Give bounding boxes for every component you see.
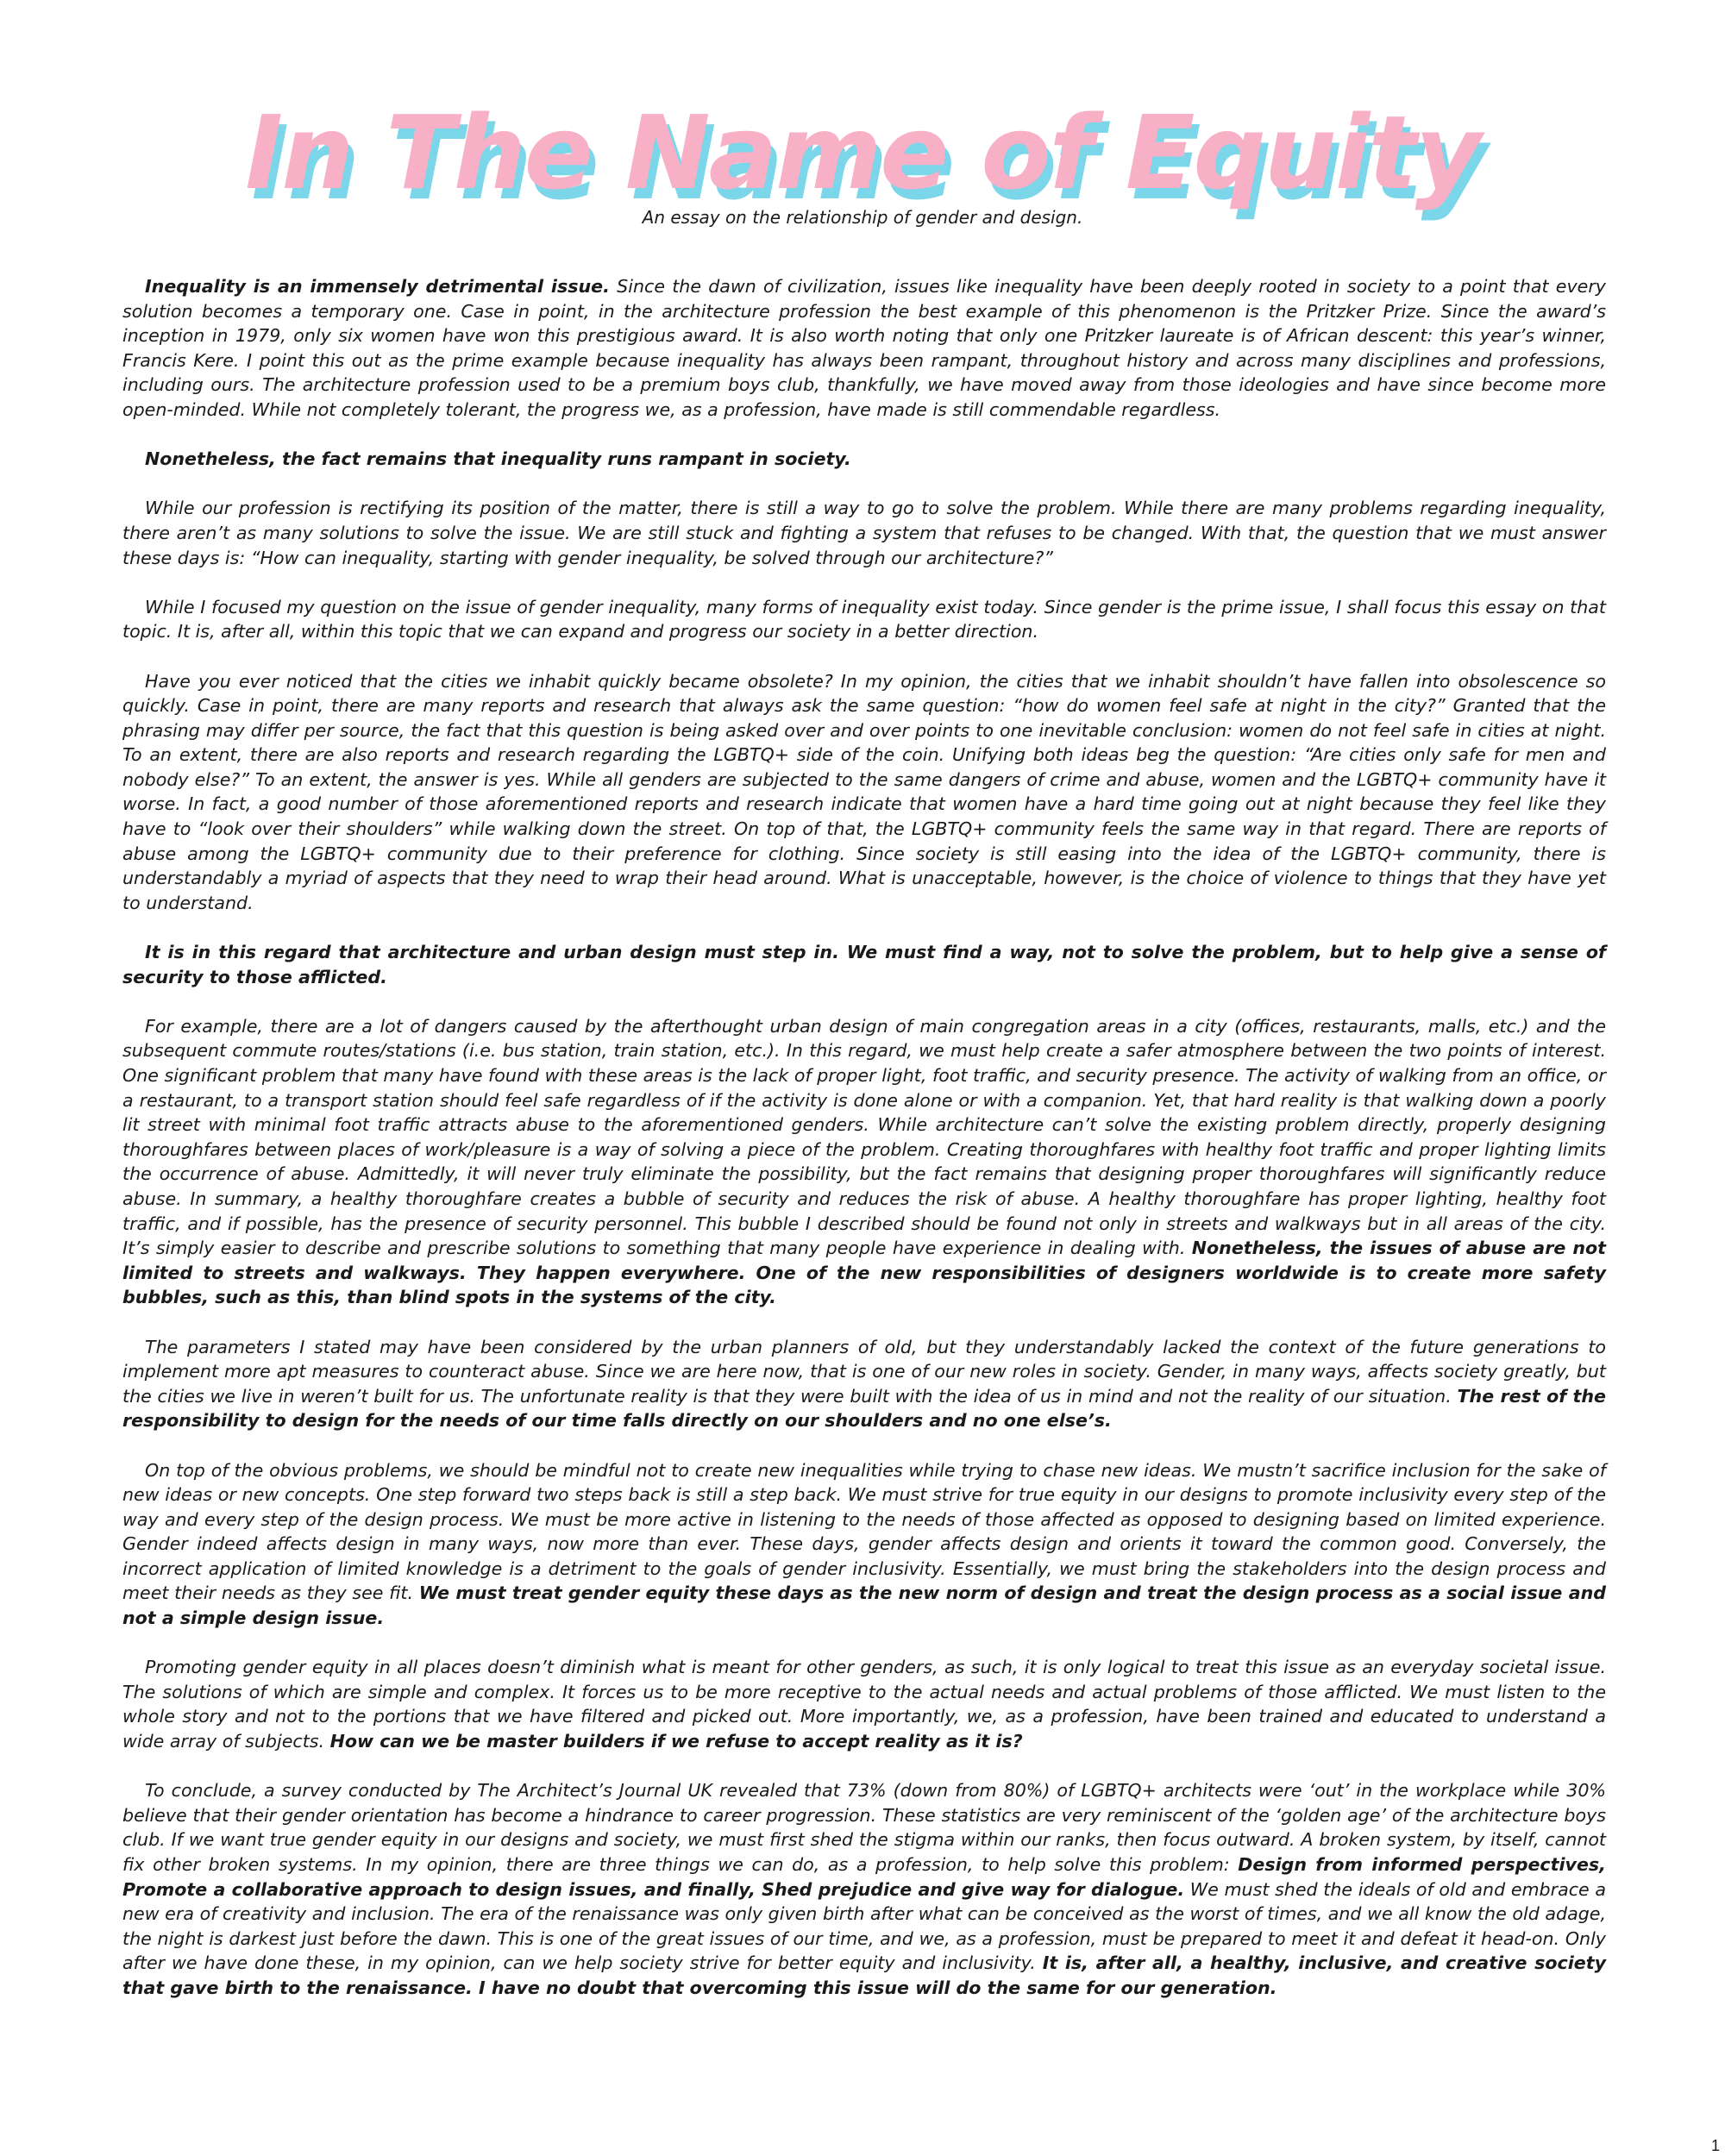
emphasis-text: It is in this regard that architecture and urban design must step in. We must find a way, not to solve the problem, but to help give a sense of security to those afflicted. xyxy=(122,942,1606,987)
emphasis-text: Design from informed perspectives, Promote a collaborative approach to design issues, and finally, Shed prejudice and give way for dialogue. xyxy=(122,1854,1607,1900)
essay-paragraph xyxy=(122,669,1606,916)
page-title: In The Name of Equity xyxy=(245,93,1480,212)
paragraph-text: While I focused my question on the issue of gender inequality, many forms of inequality exist today. Since gender is the prime issue, I shall focus this essay on that topic. It is, after all, within this topic that we can expand and progress our society in a better direction. xyxy=(122,596,1606,642)
paragraph-text: We must shed the ideals of old and embrace a new era of creativity and inclusion. The era of the renaissance was only given birth after what can be conceived as the worst of times, and we all know the old adage, the night is darkest just before the dawn. This is one of the great issues of our time, and we, as a profession, must be prepared to meet it and defeat it head-on. Only after we have done these, in my opinion, can we help society strive for better equity and inclusivity. xyxy=(122,1878,1606,1974)
essay-paragraph xyxy=(122,595,1606,644)
emphasis-text: The rest of the responsibility to design for the needs of our time falls directly on our shoulders and no one else’s. xyxy=(122,1385,1606,1432)
paragraph-text: Promoting gender equity in all places doesn’t diminish what is meant for other genders, as such, it is only logical to treat this issue as an everyday societal issue. The solutions of which are simple and complex. It forces us to be more receptive to the actual needs and actual problems of those afflicted. We must listen to the whole story and not to the portions that we have filtered and picked out. More importantly, we, as a profession, have been trained and educated to understand a wide array of subjects. xyxy=(122,1657,1606,1752)
paragraph-text: Since the dawn of civilization, issues like inequality have been deeply rooted in society to a point that every solution becomes a temporary one. Case in point, in the architecture profession the best example of this phenomenon is the Pritzker Prize. Since the award’s inception in 1979, only six women have won this prestigious award. It is also worth noting that only one Pritzker laureate is of African descent: this year’s winner, Francis Kere. I point this out as the prime example because inequality has always been rampant, throughout history and across many disciplines and professions, including ours. The architecture profession used to be a premium boys club, thankfully, we have moved away from those ideologies and have since become more open-minded. While not completely tolerant, the progress we, as a profession, have made is still commendable regardless. xyxy=(122,276,1606,420)
essay-paragraph xyxy=(122,1014,1606,1310)
essay-paragraph xyxy=(122,1655,1606,1753)
paragraph-text: The parameters I stated may have been considered by the urban planners of old, but they understandably lacked the context of the future generations to implement more apt measures to counteract abuse. Since we are here now, that is one of our new roles in society. Gender, in many ways, affects society greatly, but the cities we live in weren’t built for us. The unfortunate reality is that they were built with the idea of us in mind and not the reality of our situation. xyxy=(122,1336,1606,1407)
essay-paragraph xyxy=(122,1458,1606,1631)
essay-paragraph xyxy=(122,1778,1606,2000)
paragraph-text: On top of the obvious problems, we should be mindful not to create new inequalities while trying to chase new ideas. We mustn’t sacrifice inclusion for the sake of new ideas or new concepts. One step forward two steps back is still a step back. We must strive for true equity in our designs to promote inclusivity every step of the way and every step of the design process. We must be more active in listening to the needs of those affected as opposed to designing based on limited experience. Gender indeed affects design in many ways, now more than ever. These days, gender affects design and orients it toward the common good. Conversely, the incorrect application of limited knowledge is a detriment to the goals of gender inclusivity. Essentially, we must bring the stakeholders into the design process and meet their needs as they see fit. xyxy=(122,1459,1606,1604)
emphasis-text: How can we be master builders if we refuse to accept reality as it is? xyxy=(329,1731,1023,1752)
essay-paragraph xyxy=(122,1335,1606,1433)
essay-paragraph xyxy=(122,274,1606,423)
emphasis-text: Inequality is an immensely detrimental issue. xyxy=(145,276,610,297)
paragraph-text: Have you ever noticed that the cities we inhabit quickly became obsolete? In my opinion, the cities that we inhabit shouldn’t have fallen into obsolescence so quickly. Case in point, there are many reports and research that always ask the same question: “how do women feel safe at night in the city?” Granted that the phrasing may differ per source, the fact that this question is being asked over and over points to one inevitable conclusion: women do not feel safe in cities at night. To an extent, there are also reports and research regarding the LGBTQ+ side of the coin. Unifying both ideas beg the question: “Are cities only safe for men and nobody else?” To an extent, the answer is yes. While all genders are subjected to the same dangers of crime and abuse, women and the LGBTQ+ community have it worse. In fact, a good number of those aforementioned reports and research indicate that women have a hard time going out at night because they feel like they have to “look over their shoulders” while walking down the street. On top of that, the LGBTQ+ community feels the same way in that regard. There are reports of abuse among the LGBTQ+ community due to their preference for clothing. Since society is still easing into the idea of the LGBTQ+ community, there is understandably a myriad of aspects that they need to wrap their head around. What is unacceptable, however, is the choice of violence to things that they have yet to understand. xyxy=(122,670,1606,913)
essay-paragraph xyxy=(122,496,1606,570)
paragraph-text: While our profession is rectifying its position of the matter, there is still a way to go to solve the problem. While there are many problems regarding inequality, there aren’t as many solutions to solve the issue. We are still stuck and fighting a system that refuses to be changed. With that, the question that we must answer these days is: “How can inequality, starting with gender inequality, be solved through our architecture?” xyxy=(122,498,1606,568)
paragraph-text: For example, there are a lot of dangers caused by the afterthought urban design of main congregation areas in a city (offices, restaurants, malls, etc.) and the subsequent commute routes/stations (i.e. bus station, train station, etc.). In this regard, we must help create a safer atmosphere between the two points of interest. One significant problem that many have found with these areas is the lack of proper light, foot traffic, and security presence. The activity of walking from an office, or a restaurant, to a transport station should feel safe regardless of if the activity is done alone or with a companion. Yet, that hard reality is that walking down a poorly lit street with minimal foot traffic attracts abuse to the aforementioned genders. While architecture can’t solve the existing problem directly, properly designing thoroughfares between places of work/pleasure is a way of solving a piece of the problem. Creating thoroughfares with healthy foot traffic and proper lighting limits the occurrence of abuse. Admittedly, it will never truly eliminate the possibility, but the fact remains that designing proper thoroughfares will significantly reduce abuse. In summary, a healthy thoroughfare creates a bubble of security and reduces the risk of abuse. A healthy thoroughfare has proper lighting, healthy foot traffic, and if possible, has the presence of security personnel. This bubble I described should be found not only in streets and walkways but in all areas of the city. It’s simply easier to describe and prescribe solutions to something that many people have experience in dealing with. xyxy=(122,1015,1606,1259)
page-subtitle: An essay on the relationship of gender and design. xyxy=(642,207,1083,228)
paragraph-text: To conclude, a survey conducted by The Architect’s Journal UK revealed that 73% (down from 80%) of LGBTQ+ architects were ‘out’ in the workplace while 30% believe that their gender orientation has become a hindrance to career progression. These statistics are very reminiscent of the ‘golden age’ of the architecture boys club. If we want true gender equity in our designs and society, we must first shed the stigma within our ranks, then focus outward. A broken system, by itself, cannot fix other broken systems. In my opinion, there are three things we can do, as a profession, to help solve this problem: xyxy=(122,1780,1606,1875)
page-number: 1 xyxy=(1710,2137,1720,2154)
essay-paragraph xyxy=(122,447,1606,472)
emphasis-text: We must treat gender equity these days as the new norm of design and treat the design process as a social issue and not a simple design issue. xyxy=(122,1583,1606,1629)
emphasis-text: It is, after all, a healthy, inclusive, and creative society that gave birth to the renaissance. I have no doubt that overcoming this issue will do the same for our generation. xyxy=(122,1952,1606,1998)
essay-paragraph xyxy=(122,940,1606,989)
emphasis-text: Nonetheless, the issues of abuse are not limited to streets and walkways. They happen everywhere. One of the new responsibilities of designers worldwide is to create more safety bubbles, such as this, than blind spots in the systems of the city. xyxy=(122,1238,1606,1308)
essay-body xyxy=(122,274,1606,2025)
title-block xyxy=(0,93,1725,222)
emphasis-text: Nonetheless, the fact remains that inequality runs rampant in society. xyxy=(145,448,851,470)
